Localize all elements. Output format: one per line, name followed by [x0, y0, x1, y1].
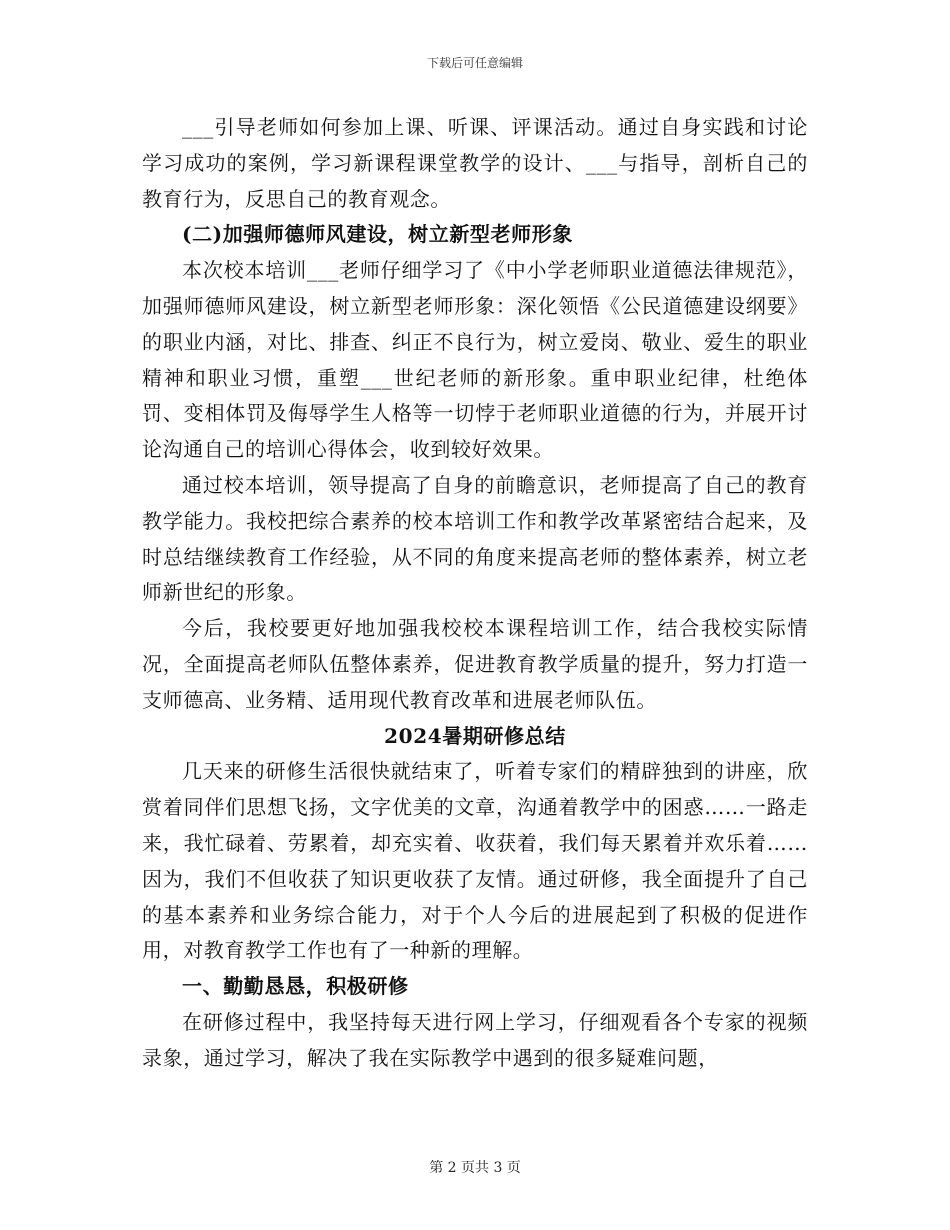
paragraph-online-learning: 在研修过程中，我坚持每天进行网上学习，仔细观看各个专家的视频录象，通过学习，解决了我在实际教学中遇到的很多疑难问题，: [142, 1009, 808, 1070]
paragraph-guidance: ___引导老师如何参加上课、听课、评课活动。通过自身实践和讨论学习成功的案例，学习新课程课堂教学的设计、___与指导，剖析自己的教育行为，反思自己的教育观念。: [142, 115, 808, 211]
section-heading-diligent-study: 一、勤勤恳恳，积极研修: [182, 974, 409, 999]
paragraph-future-plans: 今后，我校要更好地加强我校校本课程培训工作，结合我校实际情况，全面提高老师队伍整体素养，促进教育教学质量的提升，努力打造一支师德高、业务精、适用现代教育改革和进展老师队伍。: [142, 616, 808, 712]
paragraph-training-results: 通过校本培训，领导提高了自身的前瞻意识，老师提高了自己的教育教学能力。我校把综合素养的校本培训工作和教学改革紧密结合起来，及时总结继续教育工作经验，从不同的角度来提高老师的整体素养，树立老师新世纪的形象。: [142, 472, 808, 605]
paragraph-ethics-training: 本次校本培训___老师仔细学习了《中小学老师职业道德法律规范》，加强师德师风建设，树立新型老师形象：深化领悟《公民道德建设纲要》的职业内涵，对比、排查、纠正不良行为，树立爱岗、敬业、爱生的职业精神和职业习惯，重塑___世纪老师的新形象。重申职业纪律，杜绝体罚、变相体罚及侮辱学生人格等一切悖于老师职业道德的行为，并展开讨论沟通自己的培训心得体会，收到较好效果。: [142, 258, 808, 462]
page-header: 下载后可任意编辑: [426, 56, 523, 70]
document-title-summer-summary: 2024暑期研修总结: [384, 723, 566, 748]
page-footer: 第 2 页共 3 页: [429, 1160, 521, 1176]
section-heading-ethics: (二)加强师德师风建设，树立新型老师形象: [182, 222, 573, 247]
document-body: [142, 110, 808, 1077]
paragraph-study-experience: 几天来的研修生活很快就结束了，听着专家们的精辟独到的讲座，欣赏着同伴们思想飞扬，文字优美的文章，沟通着教学中的困惑……一路走来，我忙碌着、劳累着，却充实着、收获着，我们每天累着并欢乐着……因为，我们不但收获了知识更收获了友情。通过研修，我全面提升了自己的基本素养和业务综合能力，对于个人今后的进展起到了积极的促进作用，对教育教学工作也有了一种新的理解。: [142, 759, 808, 963]
